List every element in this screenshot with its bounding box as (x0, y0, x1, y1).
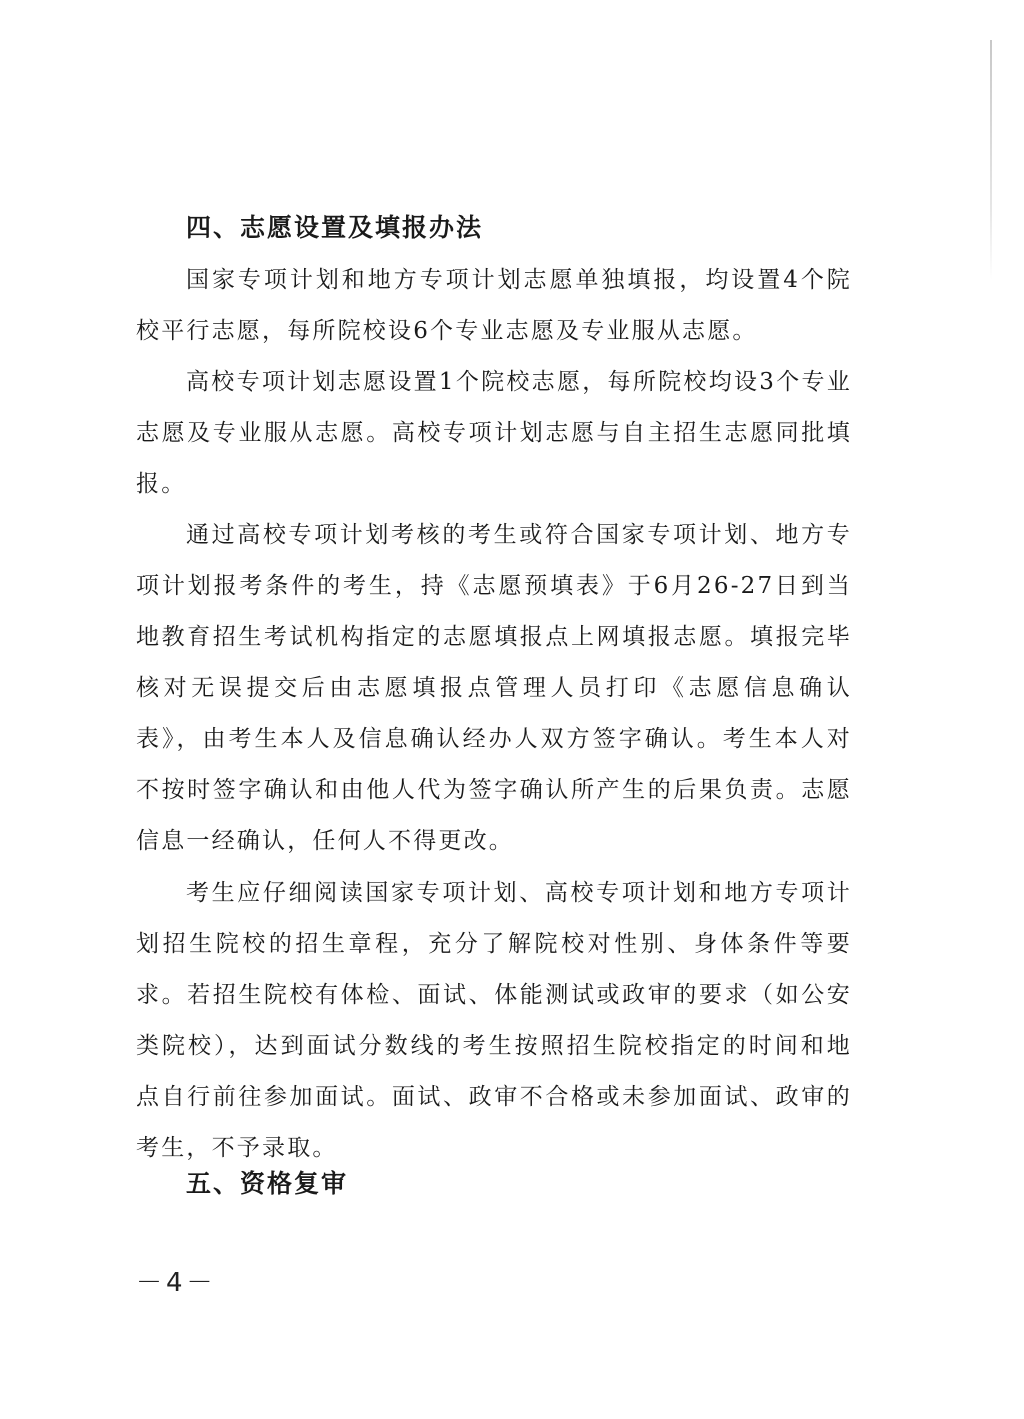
paragraph-3: 通过高校专项计划考核的考生或符合国家专项计划、地方专项计划报考条件的考生，持《志愿预填表》于6月26-27日到当地教育招生考试机构指定的志愿填报点上网填报志愿。填报完毕核对无误提交后由志愿填报点管理人员打印《志愿信息确认表》，由考生本人及信息确认经办人双方签字确认。考生本人对不按时签字确认和由他人代为签字确认所产生的后果负责。志愿信息一经确认，任何人不得更改。 (136, 522, 852, 854)
page-number: －4－ (136, 1268, 217, 1298)
section-heading-5: 五、资格复审 (186, 1169, 349, 1198)
section-heading-4: 四、志愿设置及填报办法 (186, 213, 484, 242)
paragraph-4: 考生应仔细阅读国家专项计划、高校专项计划和地方专项计划招生院校的招生章程，充分了解院校对性别、身体条件等要求。若招生院校有体检、面试、体能测试或政审的要求（如公安类院校），达到面试分数线的考生按照招生院校指定的时间和地点自行前往参加面试。面试、政审不合格或未参加面试、政审的考生，不予录取。 (136, 880, 852, 1161)
scan-edge-line (990, 40, 992, 280)
paragraph-2: 高校专项计划志愿设置1个院校志愿，每所院校均设3个专业志愿及专业服从志愿。高校专项计划志愿与自主招生志愿同批填报。 (136, 369, 852, 497)
paragraph-1: 国家专项计划和地方专项计划志愿单独填报，均设置4个院校平行志愿，每所院校设6个专业志愿及专业服从志愿。 (136, 267, 852, 344)
